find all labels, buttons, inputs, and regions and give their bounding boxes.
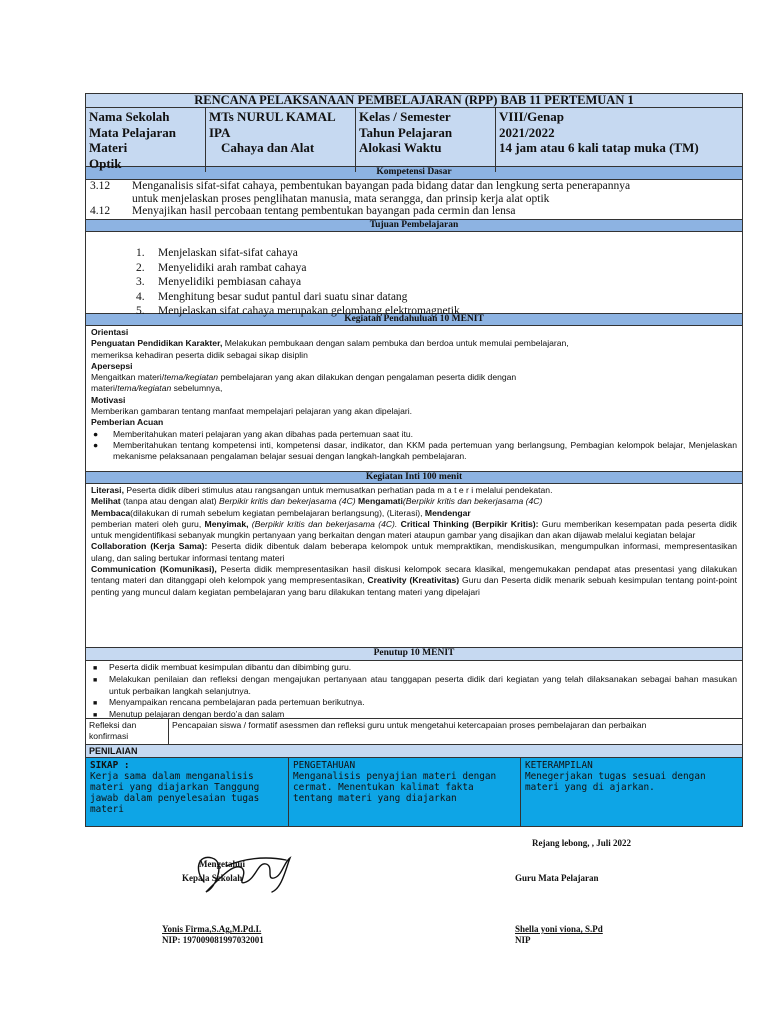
left-signatory-title-1: Mengetahui bbox=[199, 859, 245, 869]
penutup-item: ■ Peserta didik membuat kesimpulan dibantu dan dibimbing guru. bbox=[91, 662, 737, 674]
identity-labels bbox=[86, 108, 206, 172]
inti-heading: Kegiatan Inti 100 menit bbox=[86, 472, 742, 484]
label-kelas-semester: Kelas / Semester bbox=[359, 109, 451, 124]
identity-values bbox=[206, 108, 356, 172]
penutup-text: Menyampaikan rencana pembelajaran pada pertemuan berikutnya. bbox=[109, 696, 365, 707]
refleksi-row bbox=[86, 719, 742, 745]
label-materi: Materi bbox=[89, 140, 128, 155]
pengetahuan-cell bbox=[289, 758, 521, 826]
membaca-label: Membaca bbox=[91, 507, 131, 518]
pemberian-text: pemberian materi oleh guru, bbox=[91, 518, 205, 529]
creativity-text: Guru dan Peserta didik menarik sebuah kesimpulan tentang point-point penting yang muncul dalam kegiatan pembelajaran yang baru dilakukan tentang materi yang dipelajari bbox=[91, 575, 737, 597]
ppk-text-cont: memeriksa kehadiran peserta didik sebagai sikap disiplin bbox=[91, 349, 308, 360]
orientasi-heading: Orientasi bbox=[91, 327, 129, 337]
pengetahuan-heading: PENGETAHUAN bbox=[293, 760, 356, 771]
kompetensi-number: 3.12 bbox=[90, 180, 111, 192]
membaca-text: (dilakukan di rumah sebelum kegiatan pembelajaran berlangsung), (Literasi), bbox=[130, 507, 425, 518]
keterampilan-text: Menegerjakan tugas sesuai dengan materi yang di ajarkan. bbox=[525, 771, 706, 793]
acuan-item: ● Memberitahukan tentang kompetensi inti, kompetensi dasar, indikator, dan KKM pada pertemuan yang berlangsung, Pembagian kelompok belajar, Menjelaskan mekanisme pelaksanaan pengalaman belajar sesuai dengan langkah-langkah pembelajaran. bbox=[93, 439, 737, 462]
ppk-label: Penguatan Pendidikan Karakter, bbox=[91, 338, 223, 349]
kompetensi-heading: Kompetensi Dasar bbox=[86, 167, 742, 180]
value-kelas-semester: VIII/Genap bbox=[499, 109, 565, 124]
kompetensi-list bbox=[86, 180, 742, 220]
value-mata-pelajaran: IPA bbox=[209, 124, 231, 140]
kompetensi-number: 4.12 bbox=[90, 205, 111, 217]
sikap-cell bbox=[86, 758, 289, 826]
right-signatory-name: Shella yoni viona, S.Pd bbox=[515, 924, 603, 934]
ppk-text: Melakukan pembukaan dengan salam pembuka dan berdoa untuk memulai pembelajaran, bbox=[222, 338, 569, 349]
penutup-item: ■ Melakukan penilaian dan refleksi dengan mengajukan pertanyaan atau tanggapan peserta didik dari kegiatan yang telah dilaksanakan sebagai bahan masukan untuk perbaikan langkah selanjutnya. bbox=[93, 674, 737, 696]
rpp-document bbox=[85, 93, 743, 827]
tujuan-text: Menjelaskan sifat-sifat cahaya bbox=[158, 247, 298, 259]
pendahuluan-heading: Kegiatan Pendahuluan 10 MENIT bbox=[86, 314, 742, 326]
apersepsi-italic-2: tema/kegiatan bbox=[117, 383, 172, 394]
kompetensi-item bbox=[90, 180, 738, 193]
value-alokasi-waktu: 14 jam atau 6 kali tatap muka (TM) bbox=[499, 140, 699, 155]
identity-table bbox=[86, 108, 742, 171]
tujuan-number: 3. bbox=[136, 276, 145, 288]
melihat-text: (tanpa atau dengan alat) bbox=[120, 496, 220, 507]
acuan-item: ● Memberitahukan materi pelajaran yang akan dibahas pada pertemuan saat itu. bbox=[91, 429, 737, 440]
literasi-label: Literasi, bbox=[91, 485, 124, 495]
penilaian-heading: PENILAIAN bbox=[86, 745, 742, 758]
tujuan-number: 2. bbox=[136, 261, 145, 274]
tujuan-heading: Tujuan Pembelajaran bbox=[86, 220, 742, 232]
penutup-heading: Penutup 10 MENIT bbox=[86, 648, 742, 661]
label-nama-sekolah: Nama Sekolah bbox=[89, 109, 170, 124]
tujuan-text: Menyelidiki pembiasan cahaya bbox=[158, 276, 302, 288]
identity-labels-2 bbox=[356, 108, 496, 172]
kompetensi-text: Menyajikan hasil percobaan tentang pembentukan bayangan pada cermin dan lensa bbox=[132, 205, 516, 217]
tujuan-list bbox=[86, 232, 742, 317]
kompetensi-text-cont: untuk menjelaskan proses penglihatan manusia, mata serangga, dan prinsip kerja alat optik bbox=[132, 192, 550, 205]
literasi-text: Peserta didik diberi stimulus atau rangsangan untuk memusatkan perhatian pada m a t e r i melalui pendekatan. bbox=[123, 485, 553, 495]
keterampilan-cell bbox=[521, 758, 742, 826]
mengamati-italic: (Berpikir kritis dan bekerjasama (4C) bbox=[402, 496, 543, 507]
motivasi-text: Memberikan gambaran tentang manfaat mempelajari pelajaran yang akan dipelajari. bbox=[91, 406, 413, 417]
refleksi-text: Pencapaian siswa / formatif asessmen dan refleksi guru untuk mengetahui ketercapaian proses pembelajaran dan perbaikan bbox=[172, 720, 647, 730]
kompetensi-text: Menganalisis sifat-sifat cahaya, pembentukan bayangan pada bidang datar dan lengkung serta penerapannya bbox=[132, 180, 631, 192]
apersepsi-heading: Apersepsi bbox=[91, 360, 133, 371]
penutup-text: Menutup pelajaran dengan berdo’a dan salam bbox=[109, 709, 285, 720]
collaboration-text: Peserta didik dibentuk dalam beberapa kelompok untuk mempraktikan, mendiskusikan, mengumpulkan informasi, mempresentasikan ulang, dan saling bertukar informasi tentang materi bbox=[91, 541, 738, 563]
inti-body bbox=[86, 484, 742, 648]
penutup-item: ■ Menyampaikan rencana pembelajaran pada pertemuan berikutnya. bbox=[91, 697, 737, 709]
kompetensi-item bbox=[90, 205, 738, 218]
collaboration-label: Collaboration (Kerja Sama): bbox=[91, 541, 208, 552]
communication-text: Peserta didik mempresentasikan hasil diskusi kelompok secara klasikal, mengemukakan pendapat atas presentasi yang dilakukan tentang materi dan ditanggapi oleh kelompok yang mempresentasikan, bbox=[91, 564, 737, 586]
penilaian-table bbox=[86, 758, 742, 826]
melihat-italic: Berpikir kritis dan bekerjasama (4C) bbox=[219, 496, 356, 507]
melihat-label: Melihat bbox=[91, 496, 121, 507]
right-signatory-title: Guru Mata Pelajaran bbox=[515, 873, 599, 883]
menyimak-label: Menyimak, bbox=[204, 518, 249, 529]
value-tahun-pelajaran: 2021/2022 bbox=[499, 124, 555, 140]
refleksi-label: Refleksi dan konfirmasi bbox=[86, 719, 169, 744]
apersepsi-italic: tema/kegiatan bbox=[164, 372, 219, 383]
tujuan-number: 5. bbox=[136, 305, 145, 317]
tujuan-item bbox=[136, 261, 742, 276]
left-signatory-title-2: Kepala Sekolah bbox=[182, 873, 243, 883]
identity-values-2 bbox=[496, 108, 742, 172]
tujuan-item bbox=[136, 290, 742, 305]
left-signatory-name: Yonis Firma,S.Ag,M.Pd.I. bbox=[162, 924, 262, 934]
document-title: RENCANA PELAKSANAAN PEMBELAJARAN (RPP) BAB 11 PERTEMUAN 1 bbox=[86, 94, 742, 108]
pengetahuan-text: Menganalisis penyajian materi dengan cermat. Menentukan kalimat fakta tentang materi yang diajarkan bbox=[293, 771, 497, 804]
mendengar-label: Mendengar bbox=[424, 507, 471, 518]
tujuan-item bbox=[136, 246, 742, 261]
sikap-text: Kerja sama dalam menganalisis materi yang diajarkan Tanggung jawab dalam penyelesaian tugas materi bbox=[90, 771, 260, 815]
value-materi: Cahaya dan Alat bbox=[221, 140, 315, 155]
left-signatory-nip: NIP: 197009081997032001 bbox=[162, 935, 264, 945]
critical-thinking-label: Critical Thinking (Berpikir Kritis): bbox=[397, 518, 539, 529]
creativity-label: Creativity (Kreativitas) bbox=[367, 575, 460, 586]
pendahuluan-body bbox=[86, 326, 742, 472]
value-nama-sekolah: MTs NURUL KAMAL bbox=[209, 109, 336, 124]
acuan-heading: Pemberian Acuan bbox=[91, 417, 164, 428]
tujuan-number: 1. bbox=[136, 247, 145, 259]
handwritten-signature bbox=[186, 848, 294, 898]
apersepsi-text-2b: sebelumnya, bbox=[171, 383, 223, 394]
menyimak-italic: (Berpikir kritis dan bekerjasama (4C). bbox=[248, 518, 398, 529]
tujuan-text: Menghitung besar sudut pantul dari suatu sinar datang bbox=[158, 290, 408, 303]
place-date: Rejang lebong, , Juli 2022 bbox=[532, 838, 632, 848]
acuan-text: Memberitahukan tentang kompetensi inti, kompetensi dasar, indikator, dan KKM pada pertemuan yang berlangsung, Pembagian kelompok belajar, Menjelaskan mekanisme pelaksanaan pengalaman belajar sesuai dengan langkah-langkah pembelajaran. bbox=[113, 439, 737, 462]
right-signatory-nip: NIP bbox=[515, 935, 531, 945]
tujuan-item bbox=[136, 275, 742, 290]
tujuan-number: 4. bbox=[136, 290, 145, 303]
penutup-item: ■ Menutup pelajaran dengan berdo’a dan salam bbox=[91, 709, 737, 721]
tujuan-text: Menyelidiki arah rambat cahaya bbox=[158, 261, 307, 274]
critical-thinking-text: Guru memberikan kesempatan pada peserta didik untuk mengidentifikasi sebanyak mungkin pertanyaan yang berkaitan dengan materi ataupun gambar yang disajikan dan akan dijawab melalui kegiatan belajar bbox=[91, 518, 737, 541]
apersepsi-text-b: pembelajaran yang akan dilakukan dengan pengalaman peserta didik dengan bbox=[218, 372, 517, 383]
penutup-text: Peserta didik membuat kesimpulan dibantu dan dibimbing guru. bbox=[109, 662, 352, 672]
apersepsi-text: Mengaitkan materi/ bbox=[91, 372, 165, 383]
mengamati-label: Mengamati bbox=[355, 496, 403, 507]
communication-label: Communication (Komunikasi), bbox=[91, 564, 217, 575]
label-mata-pelajaran: Mata Pelajaran bbox=[89, 124, 177, 140]
label-tahun-pelajaran: Tahun Pelajaran bbox=[359, 124, 453, 140]
penutup-body bbox=[86, 661, 742, 719]
motivasi-heading: Motivasi bbox=[91, 394, 126, 405]
sikap-heading: SIKAP : bbox=[90, 760, 130, 771]
label-alokasi-waktu: Alokasi Waktu bbox=[359, 140, 442, 155]
acuan-text: Memberitahukan materi pelajaran yang akan dibahas pada pertemuan saat itu. bbox=[113, 428, 414, 439]
penutup-text: Melakukan penilaian dan refleksi dengan mengajukan pertanyaan atau tanggapan peserta didik dari kegiatan yang telah dilaksanakan sebagai bahan masukan untuk perbaikan langkah selanjutnya. bbox=[109, 674, 737, 696]
apersepsi-text-2: materi/ bbox=[91, 383, 118, 394]
tujuan-text: Menjelaskan sifat cahaya merupakan gelombang elektromagnetik bbox=[158, 305, 460, 317]
keterampilan-heading: KETERAMPILAN bbox=[525, 760, 593, 771]
value-materi-cont: Optik bbox=[89, 155, 122, 171]
